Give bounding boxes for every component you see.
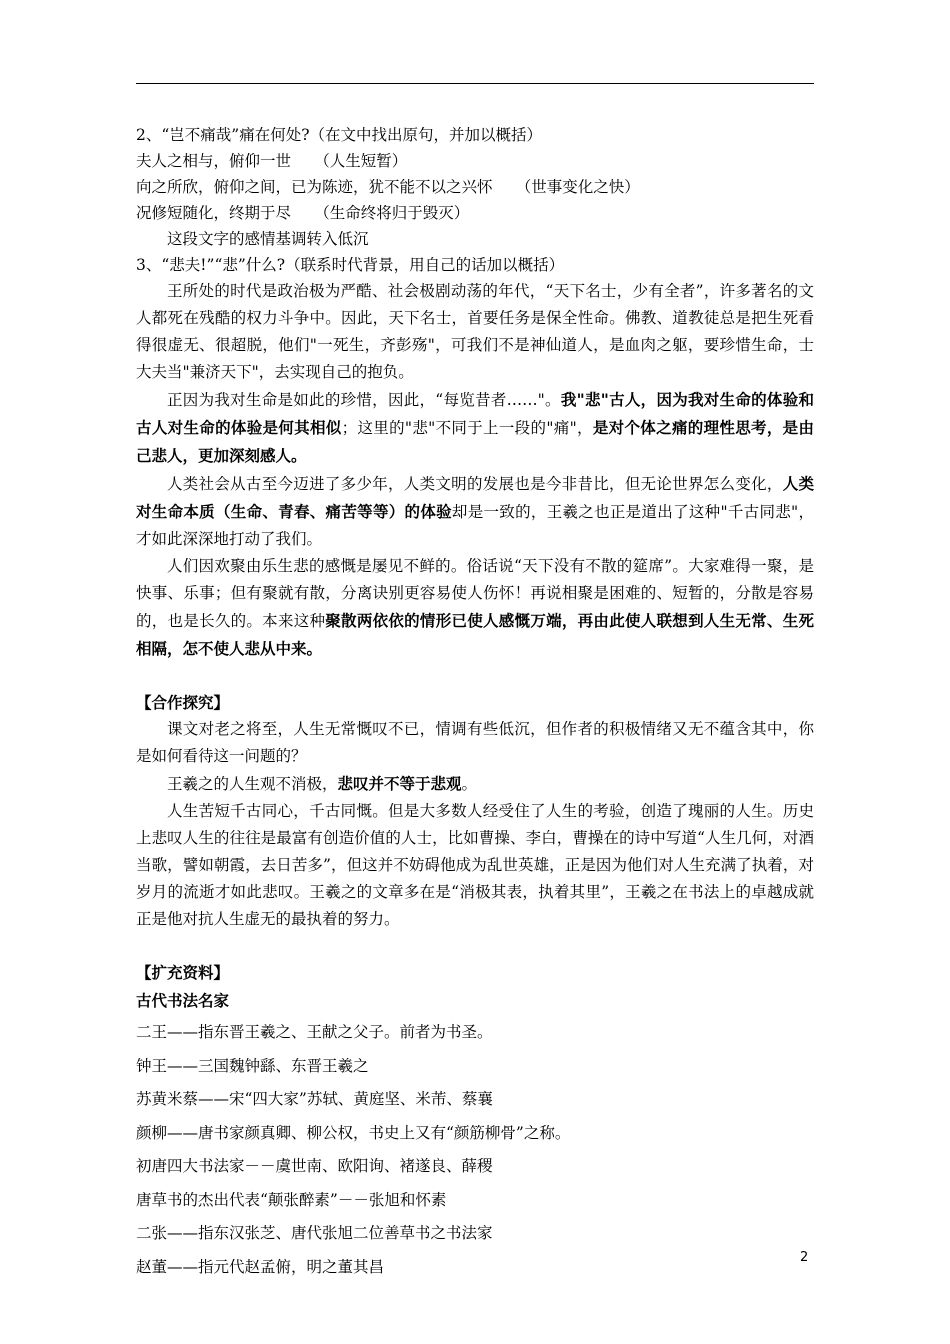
q2-note: 这段文字的感情基调转入低沉 [167, 230, 369, 248]
q3-title: 3、“悲夫!”“悲”什么?（联系时代背景，用自己的话加以概括） [136, 256, 565, 274]
coop-answer-text-c: 。 [461, 775, 478, 793]
calligrapher-item-2: 钟王——三国魏钟繇、东晋王羲之 [136, 1056, 369, 1075]
header-rule [136, 83, 814, 84]
calligrapher-item-8: 赵董——指元代赵孟俯，明之董其昌 [136, 1257, 385, 1276]
q3-paragraph-4 [136, 553, 814, 663]
q3-p3-text-a: 人类社会从古至今迈进了多少年，人类文明的发展也是今非昔比，但无论世界怎么变化， [167, 475, 783, 493]
calligrapher-item-6: 唐草书的杰出代表“颠张醉素”－－张旭和怀素 [136, 1190, 447, 1209]
spacer [136, 933, 814, 960]
coop-paragraph: 人生苦短千古同心，千古同慨。但是大多数人经受住了人生的考验，创造了瑰丽的人生。历史上悲叹人生的往往是最富有创造价值的人士，比如曹操、李白，曹操在的诗中写道“人生几何，对酒当歌，譬如朝霞，去日苦多”，但这并不妨碍他成为乱世英雄，正是因为他们对人生充满了执着，对岁月的流逝才如此悲叹。王羲之的文章多在是“消极其表，执着其里”，王羲之在书法上的卓越成就正是他对抗人生虚无的最执着的努力。 [136, 802, 814, 928]
ext-subheading: 古代书法名家 [136, 991, 230, 1010]
q3-p2-bold-b: 我"悲"古人，因为我对生命的体验和古人对生命的体验是何其相似 [136, 390, 814, 437]
q3-p4-text-a: 人们因欢聚由乐生悲的感慨是屡见不鲜的。俗话说“天下没有不散的筵席”。大家难得一聚，是快事、乐事；但有聚就有散，分离诀别更容易使人伤怀！再说相聚是困难的、短暂的，分散是容易的，也是长久的。本来这种 [136, 557, 814, 630]
coop-answer-text-a: 王羲之的人生观不消极， [167, 775, 338, 793]
calligrapher-item-4: 颜柳——唐书家颜真卿、柳公权，书史上又有“颜筋柳骨”之称。 [136, 1123, 571, 1142]
q3-p3-bold-b: 人类对生命本质（生命、青春、痛苦等等）的体验 [136, 474, 814, 521]
calligrapher-item-3: 苏黄米蔡——宋“四大家”苏轼、黄庭坚、米芾、蔡襄 [136, 1090, 493, 1108]
calligrapher-item-5: 初唐四大书法家－－虞世南、欧阳询、褚遂良、薛稷 [136, 1157, 493, 1175]
q3-paragraph-1: 王所处的时代是政治极为严酷、社会极剧动荡的年代，“天下名士，少有全者”，许多著名的文人都死在残酷的权力斗争中。因此，天下名士，首要任务是保全性命。佛教、道教徒总是把生死看得很虚无、很超脱，他们"一死生，齐彭殇"，可我们不是神仙道人，是血肉之躯，要珍惜生命，士大夫当"兼济天下"，去实现自己的抱负。 [136, 282, 814, 381]
q2-line-2: 向之所欣，俯仰之间，已为陈迹，犹不能不以之兴怀 （世事变化之快） [136, 178, 640, 196]
coop-answer-bold-b: 悲叹并不等于悲观 [337, 774, 462, 793]
q3-p2-text-a: 正因为我对生命是如此的珍惜，因此，“每览昔者……"。 [167, 391, 561, 409]
page-number: 2 [800, 1250, 809, 1265]
coop-question: 课文对老之将至，人生无常慨叹不已，情调有些低沉，但作者的积极情绪又无不蕴含其中，你是如何看待这一问题的？ [136, 720, 814, 765]
q2-line-3: 况修短随化，终期于尽 （生命终将归于毁灭） [136, 204, 470, 222]
q3-p3-text-c: 却是一致的，王羲之也正是道出了这种"千古同悲"，才如此深深地打动了我们。 [136, 503, 814, 548]
calligrapher-item-1: 二王——指东晋王羲之、王献之父子。前者为书圣。 [136, 1023, 493, 1041]
ext-heading: 【扩充资料】 [136, 963, 230, 982]
coop-heading: 【合作探究】 [136, 693, 230, 712]
q3-p4-bold-b: 聚散两依依的情形已使人感慨万端，再由此使人联想到人生无常、生死相隔，怎不使人悲从中来。 [136, 611, 814, 658]
q3-p2-bold-d: 是对个体之痛的理性思考，是由己悲人，更加深刻感人。 [136, 418, 814, 465]
q2-line-1: 夫人之相与，俯仰一世 （人生短暂） [136, 152, 408, 170]
coop-answer [136, 770, 814, 798]
q2-title: 2、“岂不痛哉”痛在何处?（在文中找出原句，并加以概括） [136, 126, 543, 144]
spacer [136, 663, 814, 690]
calligrapher-item-7: 二张——指东汉张芝、唐代张旭二位善草书之书法家 [136, 1224, 493, 1242]
q3-paragraph-2 [136, 386, 814, 470]
page-content [136, 122, 814, 1284]
q3-paragraph-3 [136, 470, 814, 553]
q3-p2-text-c: ；这里的"悲"不同于上一段的"痛"， [341, 419, 593, 437]
